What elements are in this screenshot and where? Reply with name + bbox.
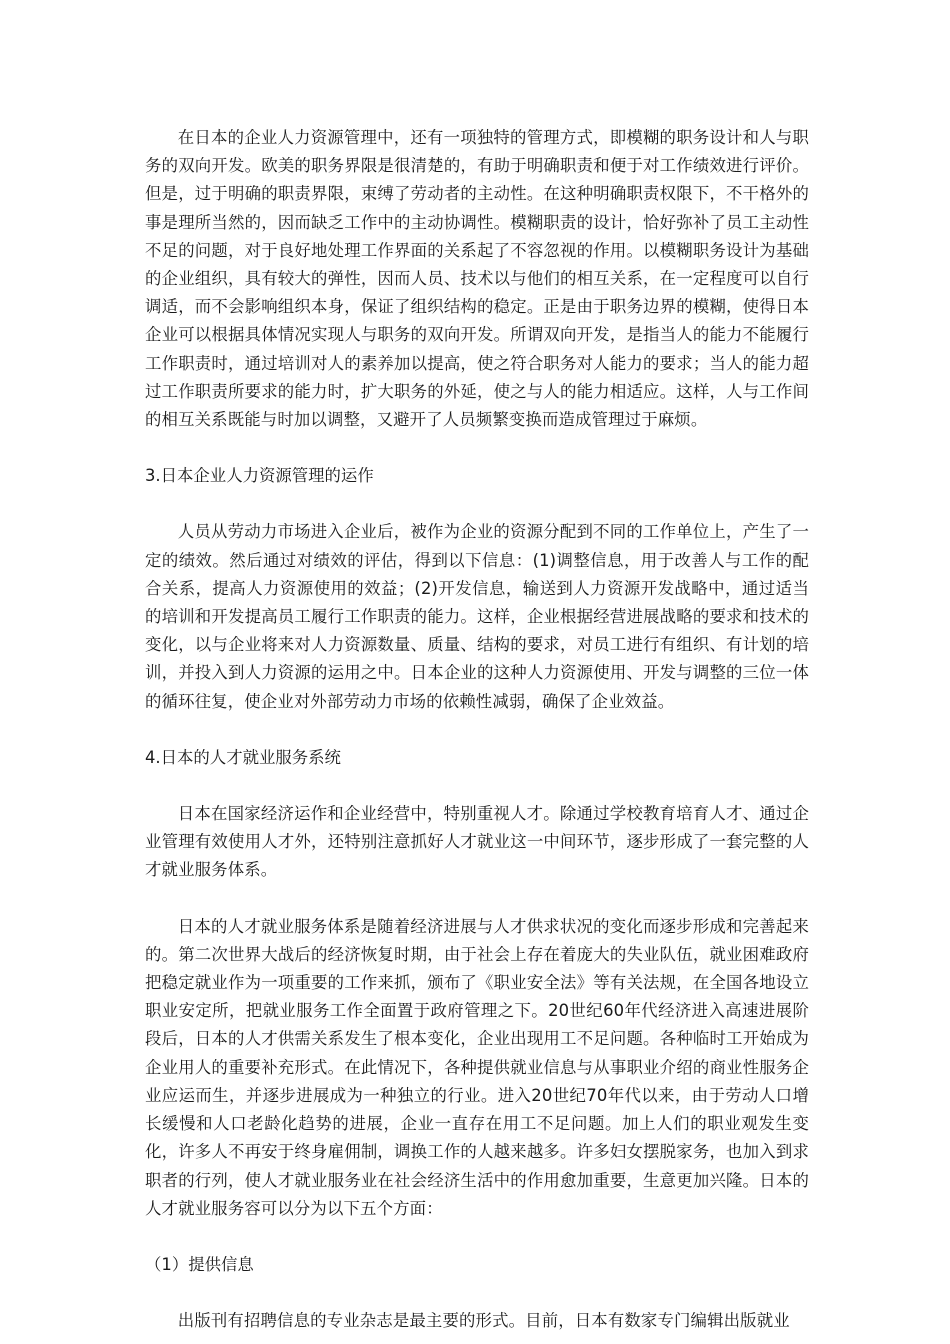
document-page (145, 124, 809, 1335)
paragraph-job-design: 在日本的企业人力资源管理中，还有一项独特的管理方式，即模糊的职务设计和人与职务的双向开发。欧美的职务界限是很清楚的，有助于明确职责和便于对工作绩效进行评价。但是，过于明确的职责界限，束缚了劳动者的主动性。在这种明确职责权限下，不干格外的事是理所当然的，因而缺乏工作中的主动协调性。模糊职责的设计，恰好弥补了员工主动性不足的问题，对于良好地处理工作界面的关系起了不容忽视的作用。以模糊职务设计为基础的企业组织，具有较大的弹性，因而人员、技术以与他们的相互关系，在一定程度可以自行调适，而不会影响组织本身，保证了组织结构的稳定。正是由于职务边界的模糊，使得日本企业可以根据具体情况实现人与职务的双向开发。所谓双向开发，是指当人的能力不能履行工作职责时，通过培训对人的素养加以提高，使之符合职务对人能力的要求；当人的能力超过工作职责所要求的能力时，扩大职务的外延，使之与人的能力相适应。这样，人与工作间的相互关系既能与时加以调整，又避开了人员频繁变换而造成管理过于麻烦。 (145, 128, 809, 430)
paragraph-spacer (145, 1279, 809, 1307)
paragraph-hr-operation: 人员从劳动力市场进入企业后，被作为企业的资源分配到不同的工作单位上，产生了一定的绩效。然后通过对绩效的评估，得到以下信息：(1)调整信息，用于改善人与工作的配合关系，提高人力资源使用的效益；(2)开发信息，输送到人力资源开发战略中，通过适当的培训和开发提高员工履行工作职责的能力。这样，企业根据经营进展战略的要求和技术的变化，以与企业将来对人力资源数量、质量、结构的要求，对员工进行有组织、有计划的培训，并投入到人力资源的运用之中。日本企业的这种人力资源使用、开发与调整的三位一体的循环往复，使企业对外部劳动力市场的依赖性减弱，确保了企业效益。 (145, 522, 809, 711)
paragraph-employment-service-history: 日本的人才就业服务体系是随着经济进展与人才供求状况的变化而逐步形成和完善起来的。第二次世界大战后的经济恢复时期，由于社会上存在着庞大的失业队伍，就业困难政府把稳定就业作为一项重要的工作来抓，颁布了《职业安全法》等有关法规，在全国各地设立职业安定所，把就业服务工作全面置于政府管理之下。20世纪60年代经济进入高速进展阶段后，日本的人才供需关系发生了根本变化，企业出现用工不足问题。各种临时工开始成为企业用人的重要补充形式。在此情况下，各种提供就业信息与从事职业介绍的商业性服务企业应运而生，并逐步进展成为一种独立的行业。进入20世纪70年代以来，由于劳动人口增长缓慢和人口老龄化趋势的进展，企业一直存在用工不足问题。加上人们的职业观发生变化，许多人不再安于终身雇佣制，调换工作的人越来越多。许多妇女摆脱家务，也加入到求职者的行列，使人才就业服务业在社会经济生活中的作用愈加重要，生意更加兴隆。日本的人才就业服务容可以分为以下五个方面： (145, 916, 809, 1218)
section-heading-4: 4.日本的人才就业服务系统 (145, 747, 341, 767)
paragraph-spacer (145, 885, 809, 913)
paragraph-spacer (145, 490, 809, 518)
paragraph-spacer (145, 1223, 809, 1251)
paragraph-spacer (145, 772, 809, 800)
paragraph-spacer (145, 434, 809, 462)
paragraph-magazines: 出版刊有招聘信息的专业杂志是最主要的形式。目前，日本有数家专门编辑出版就业 (177, 1311, 790, 1331)
section-heading-3: 3.日本企业人力资源管理的运作 (145, 466, 374, 486)
paragraph-spacer (145, 716, 809, 744)
subsection-heading-provide-info: （1）提供信息 (145, 1254, 254, 1274)
paragraph-talent-emphasis: 日本在国家经济运作和企业经营中，特别重视人才。除通过学校教育培育人才、通过企业管理有效使用人才外，还特别注意抓好人才就业这一中间环节，逐步形成了一套完整的人才就业服务体系。 (145, 804, 809, 880)
